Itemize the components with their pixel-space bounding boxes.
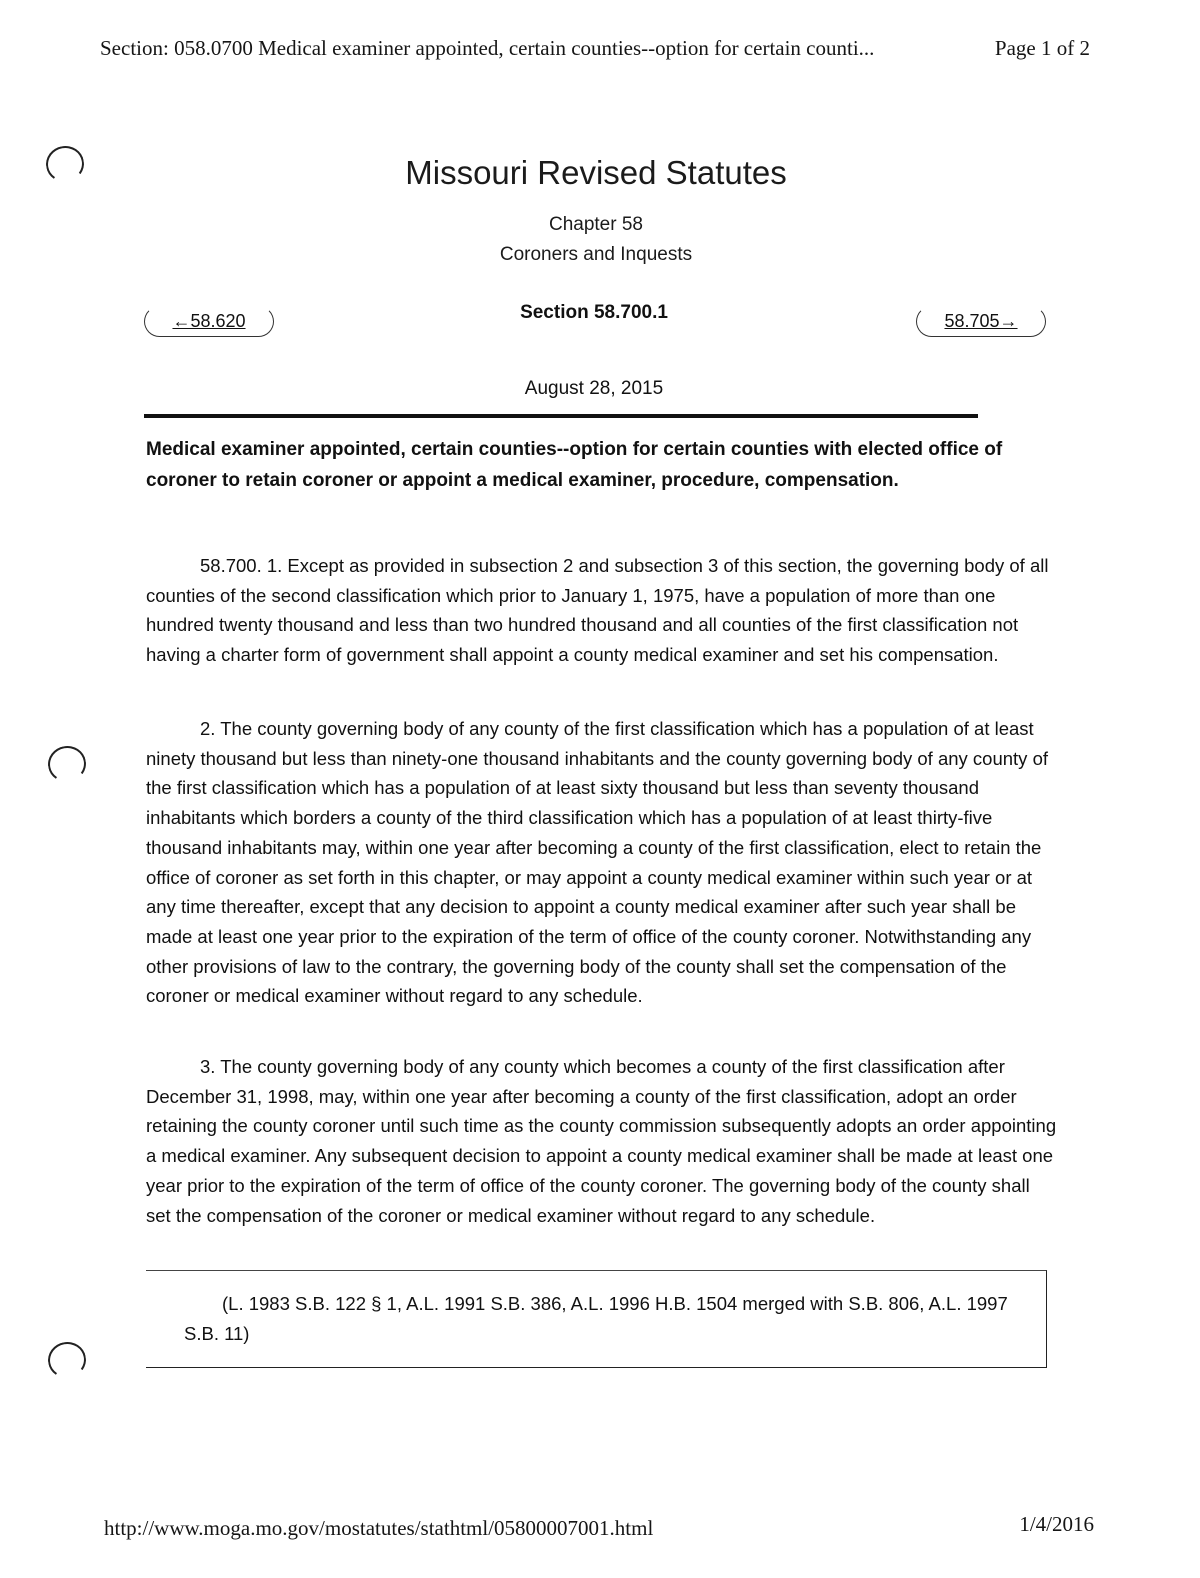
- previous-section-link[interactable]: ←58.620: [144, 306, 274, 337]
- statute-paragraph-1: [146, 551, 1058, 670]
- document-title: Missouri Revised Statutes: [405, 154, 787, 191]
- print-footer-date: 1/4/2016: [1019, 1512, 1094, 1536]
- legislative-history: (L. 1983 S.B. 122 § 1, A.L. 1991 S.B. 386, A.L. 1996 H.B. 1504 merged with S.B. 806, A.L. 1997 S.B. 11): [184, 1293, 1008, 1344]
- chapter-name: Coroners and Inquests: [499, 244, 693, 265]
- legislative-history-box: [146, 1270, 1047, 1368]
- print-header-section-title: Section: 058.0700 Medical examiner appointed, certain counties--option for certain counti...: [100, 36, 875, 60]
- print-header: [100, 36, 1100, 61]
- paragraph-text: 2. The county governing body of any county of the first classification which has a population of at least ninety thousand but less than ninety-one thousand inhabitants and the county governing body of any county of the first classification which has a population of at least sixty thousand but less than seventy thousand inhabitants which borders a county of the third classification which has a population of at least thirty-five thousand inhabitants may, within one year after becoming a county of the first classification, elect to retain the office of coroner as set forth in this chapter, or may appoint a county medical examiner within such year or at any time thereafter, except that any decision to appoint a county medical examiner after such year shall be made at least one year prior to the expiration of the term of office of the county coroner. Notwithstanding any other provisions of law to the contrary, the governing body of the county shall set the compensation of the coroner or medical examiner without regard to any schedule.: [146, 718, 1049, 1007]
- statute-paragraph-3: [146, 1052, 1058, 1230]
- chapter-number: Chapter 58: [548, 214, 643, 235]
- punch-hole-icon: [45, 743, 89, 785]
- statute-paragraph-2: [146, 714, 1058, 1011]
- next-section-link[interactable]: 58.705→: [916, 306, 1046, 337]
- section-heading: Medical examiner appointed, certain counties--option for certain counties with elected office of coroner to retain coroner or appoint a medical examiner, procedure, compensation.: [146, 439, 1003, 491]
- effective-date: August 28, 2015: [524, 378, 664, 399]
- punch-hole-icon: [45, 1339, 89, 1381]
- paragraph-text: 58.700. 1. Except as provided in subsection 2 and subsection 3 of this section, the governing body of all counties of the second classification which prior to January 1, 1975, have a population of more than one hundred twenty thousand and less than two hundred thousand and all counties of the first classification not having a charter form of government shall appoint a county medical examiner and set his compensation.: [146, 555, 1049, 666]
- divider: [144, 414, 978, 418]
- print-footer-url: http://www.moga.mo.gov/mostatutes/stathtml/05800007001.html: [104, 1516, 654, 1540]
- print-header-page-info: Page 1 of 2: [994, 36, 1090, 60]
- section-number: Section 58.700.1: [520, 302, 668, 323]
- paragraph-text: 3. The county governing body of any county which becomes a county of the first classification after December 31, 1998, may, within one year after becoming a county of the first classification, adopt an order retaining the county coroner until such time as the county commission subsequently adopts an order appointing a medical examiner. Any subsequent decision to appoint a county medical examiner shall be made at least one year prior to the expiration of the term of office of the county coroner. The governing body of the county shall set the compensation of the coroner or medical examiner without regard to any schedule.: [146, 1056, 1057, 1226]
